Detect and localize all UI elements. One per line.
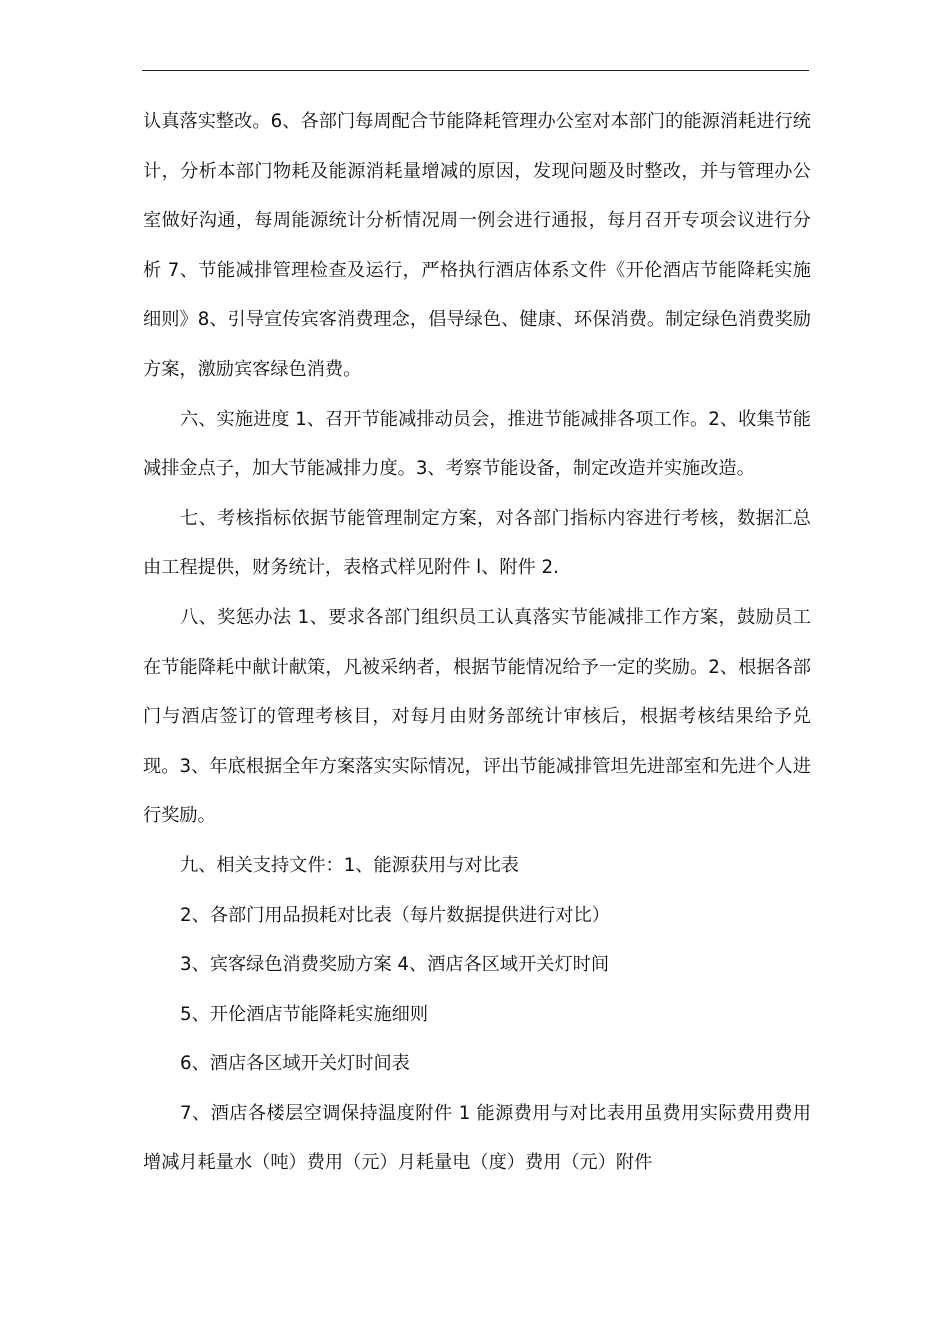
paragraph-supporting-documents: 九、相关支持文件：1、能源获用与对比表	[180, 854, 519, 876]
paragraph-implementation-progress: 六、实施进度 1、召开节能减排动员会，推进节能减排各项工作。2、收集节能减排金点子，加大节能减排力度。3、考察节能设备，制定改造并实施改造。	[143, 408, 811, 480]
paragraph-supporting-item-2: 2、各部门用品损耗对比表（每片数据提供进行对比）	[180, 904, 610, 926]
paragraph-rewards-and-penalties: 八、奖惩办法 1、要求各部门组织员工认真落实节能减排工作方案，鼓励员工在节能降耗中献计献策，凡被采纳者，根据节能情况给予一定的奖励。2、根据各部门与酒店签订的管理考核目，对每月由财务部统计审核后，根据考核结果给予兑现。3、年底根据全年方案落实实际情况，评出节能减排管坦先进部室和先进个人进行奖励。	[143, 606, 811, 827]
header-rule	[142, 70, 809, 71]
paragraph-supporting-item-6: 6、酒店各区域开关灯时间表	[180, 1053, 410, 1075]
paragraph-assessment-indicators: 七、考核指标依据节能管理制定方案，对各部门指标内容进行考核，数据汇总由工程提供，财务统计，表格式样见附件 l、附件 2.	[143, 507, 811, 579]
paragraph-supporting-item-5: 5、开伦酒店节能降耗实施细则	[180, 1003, 429, 1025]
paragraph-supporting-item-7: 7、酒店各楼层空调保持温度附件 1 能源费用与对比表用虽费用实际费用费用增减月耗量水（吨）费用（元）月耗量电（度）费用（元）附件	[143, 1102, 811, 1174]
paragraph-rectification-and-statistics: 认真落实整改。6、各部门每周配合节能降耗管理办公室对本部门的能源消耗进行统计，分析本部门物耗及能源消耗量增减的原因，发现问题及时整改，并与管理办公室做好沟通，每周能源统计分析情况周一例会进行通报，每月召开专项会议进行分析 7、节能减排管理检查及运行，严格执行酒店体系文件《开伦酒店节能降耗实施细则》8、引导宣传宾客消费理念，倡导绿色、健康、环保消费。制定绿色消费奖励方案，激励宾客绿色消费。	[143, 111, 811, 380]
paragraph-supporting-item-3-4: 3、宾客绿色消费奖励方案 4、酒店各区域开关灯时间	[180, 954, 610, 976]
document-body	[143, 97, 811, 1188]
